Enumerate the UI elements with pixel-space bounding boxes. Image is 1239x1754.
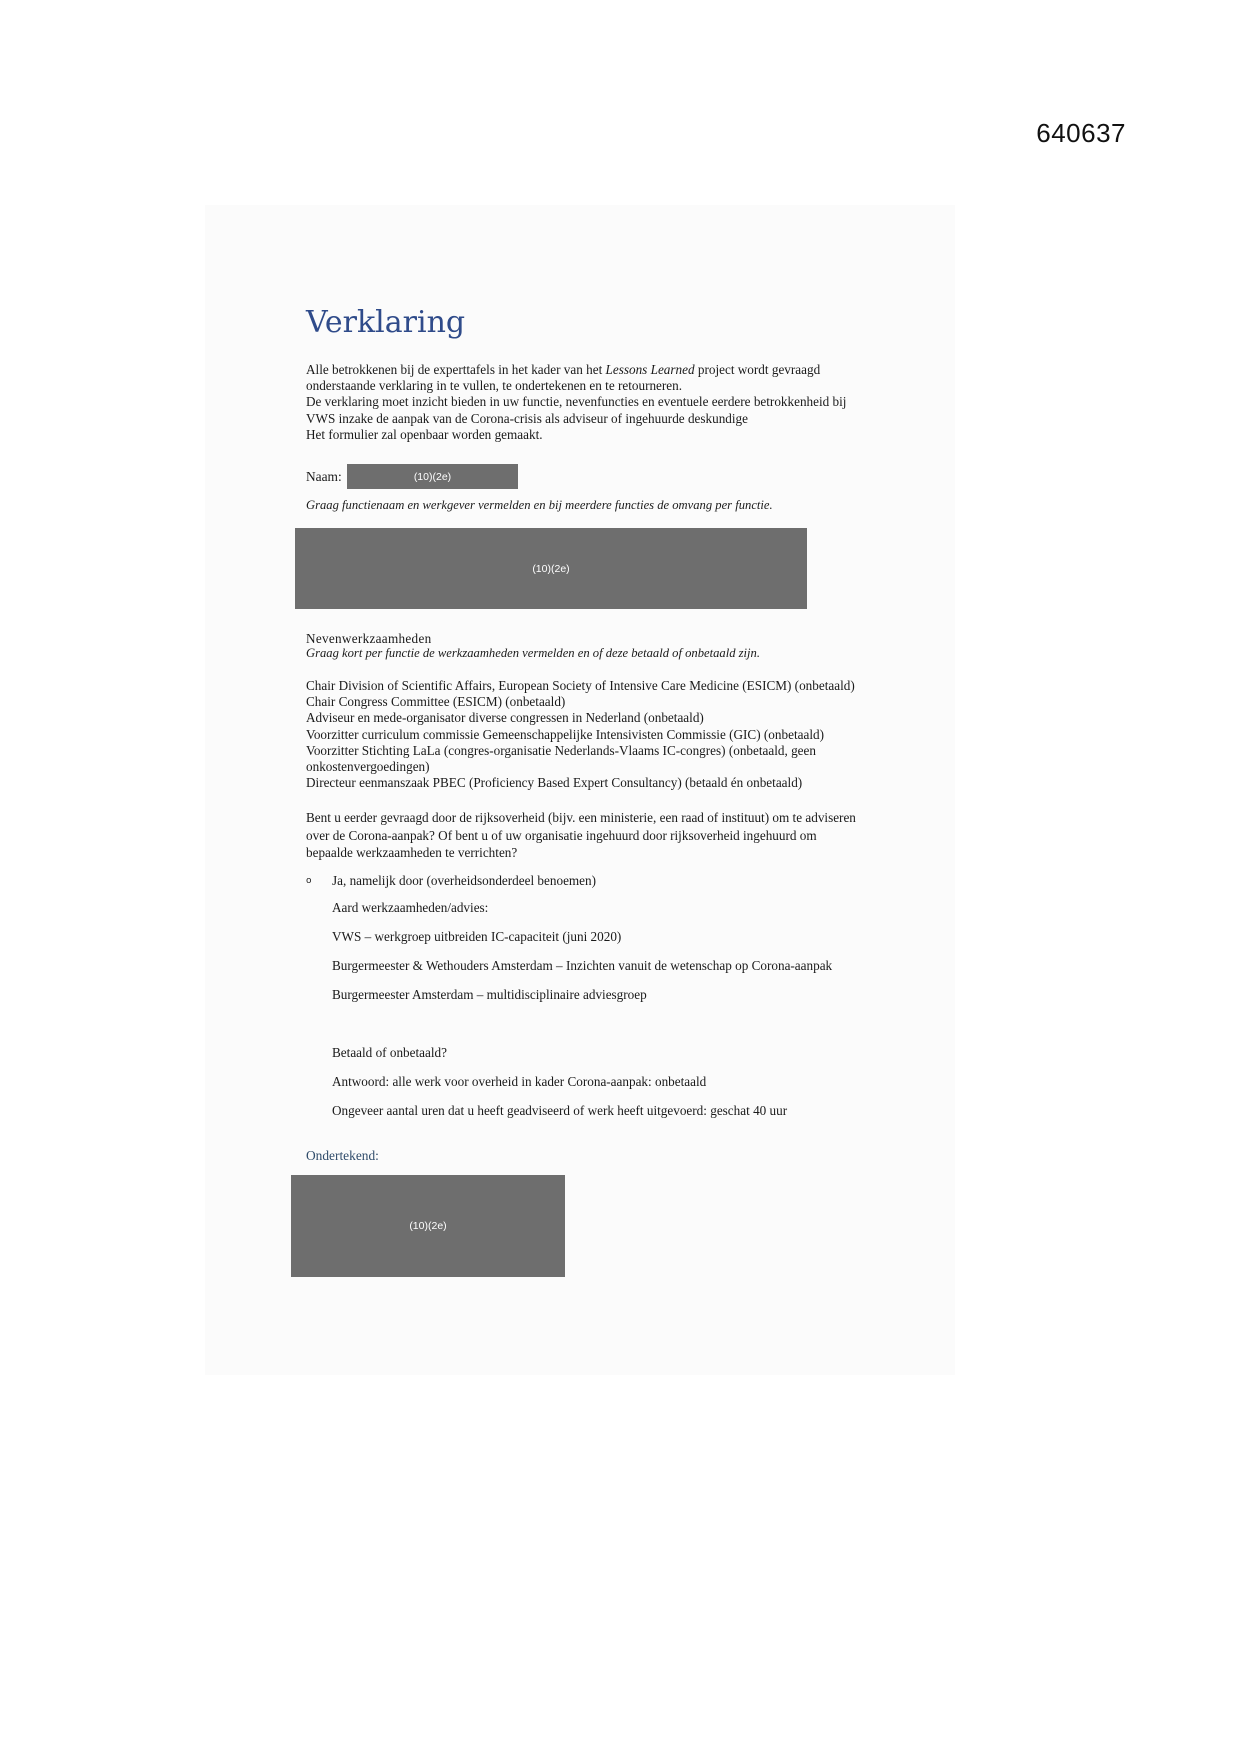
government-question — [306, 809, 946, 862]
question-line-2: over de Corona-aanpak? Of bent u of uw organisatie ingehuurd door rijksoverheid ingehuurd om — [306, 827, 817, 843]
nevenwerkzaamheden-list — [306, 678, 946, 791]
document-number: 640637 — [1036, 118, 1126, 148]
question-line-3: bepaalde werkzaamheden te verrichten? — [306, 845, 518, 860]
list-item: Voorzitter curriculum commissie Gemeenschappelijke Intensivisten Commissie (GIC) (onbetaald) — [306, 726, 824, 742]
nevenwerkzaamheden-heading: Nevenwerkzaamheden — [306, 631, 432, 646]
intro-line-1-end: project wordt gevraagd — [694, 362, 821, 377]
bullet-circle-icon: o — [306, 876, 312, 886]
ondertekend-label: Ondertekend: — [306, 1148, 379, 1163]
list-item: Adviseur en mede-organisator diverse congressen in Nederland (onbetaald) — [306, 710, 704, 726]
aard-item: Burgermeester & Wethouders Amsterdam – Inzichten vanuit de wetenschap op Corona-aanpak — [332, 958, 833, 973]
answer-option-label: Ja, namelijk door (overheidsonderdeel benoemen) — [332, 873, 597, 888]
signature-redaction: (10)(2e) — [291, 1175, 565, 1277]
aard-item: VWS – werkgroep uitbreiden IC-capaciteit (juni 2020) — [332, 929, 622, 944]
list-item: Chair Division of Scientific Affairs, European Society of Intensive Care Medicine (ESICM) (onbetaald) — [306, 678, 855, 693]
uren-answer: Ongeveer aantal uren dat u heeft geadviseerd of werk heeft uitgevoerd: geschat 40 uur — [332, 1103, 788, 1118]
betaald-answer: Antwoord: alle werk voor overheid in kader Corona-aanpak: onbetaald — [332, 1074, 707, 1089]
question-line-1: Bent u eerder gevraagd door de rijksoverheid (bijv. een ministerie, een raad of instituut) om te adviseren — [306, 810, 856, 825]
intro-line-4: VWS inzake de aanpak van de Corona-crisis als adviseur of ingehuurde deskundige — [306, 410, 749, 426]
functie-instruction: Graag functienaam en werkgever vermelden en bij meerdere functies de omvang per functie. — [306, 498, 773, 512]
list-item: Voorzitter Stichting LaLa (congres-organisatie Nederlands-Vlaams IC-congres) (onbetaald, geen — [306, 742, 816, 758]
naam-redaction: (10)(2e) — [347, 464, 518, 489]
intro-line-1-start: Alle betrokkenen bij de experttafels in het kader van het — [306, 362, 606, 377]
aard-item: Burgermeester Amsterdam – multidisciplinaire adviesgroep — [332, 987, 647, 1002]
intro-line-5: Het formulier zal openbaar worden gemaakt. — [306, 426, 543, 442]
nevenwerkzaamheden-instruction: Graag kort per functie de werkzaamheden vermelden en of deze betaald of onbetaald zijn. — [306, 646, 760, 660]
intro-line-3: De verklaring moet inzicht bieden in uw functie, nevenfuncties en eventuele eerdere betrokkenheid bij — [306, 394, 847, 410]
intro-line-1 — [306, 362, 946, 378]
answer-option — [306, 873, 596, 889]
intro-line-2: onderstaande verklaring in te vullen, te ondertekenen en te retourneren. — [306, 378, 683, 394]
list-item: onkostenvergoedingen) — [306, 759, 430, 775]
aard-label: Aard werkzaamheden/advies: — [332, 900, 489, 915]
list-item: Chair Congress Committee (ESICM) (onbetaald) — [306, 694, 566, 710]
project-name: Lessons Learned — [605, 362, 695, 377]
betaald-label: Betaald of onbetaald? — [332, 1045, 447, 1060]
naam-label: Naam: — [306, 469, 342, 484]
functie-redaction: (10)(2e) — [295, 528, 807, 609]
list-item: Directeur eenmanszaak PBEC (Proficiency Based Expert Consultancy) (betaald én onbetaald) — [306, 775, 803, 791]
page-title: Verklaring — [306, 305, 466, 340]
intro-paragraph — [306, 362, 946, 443]
